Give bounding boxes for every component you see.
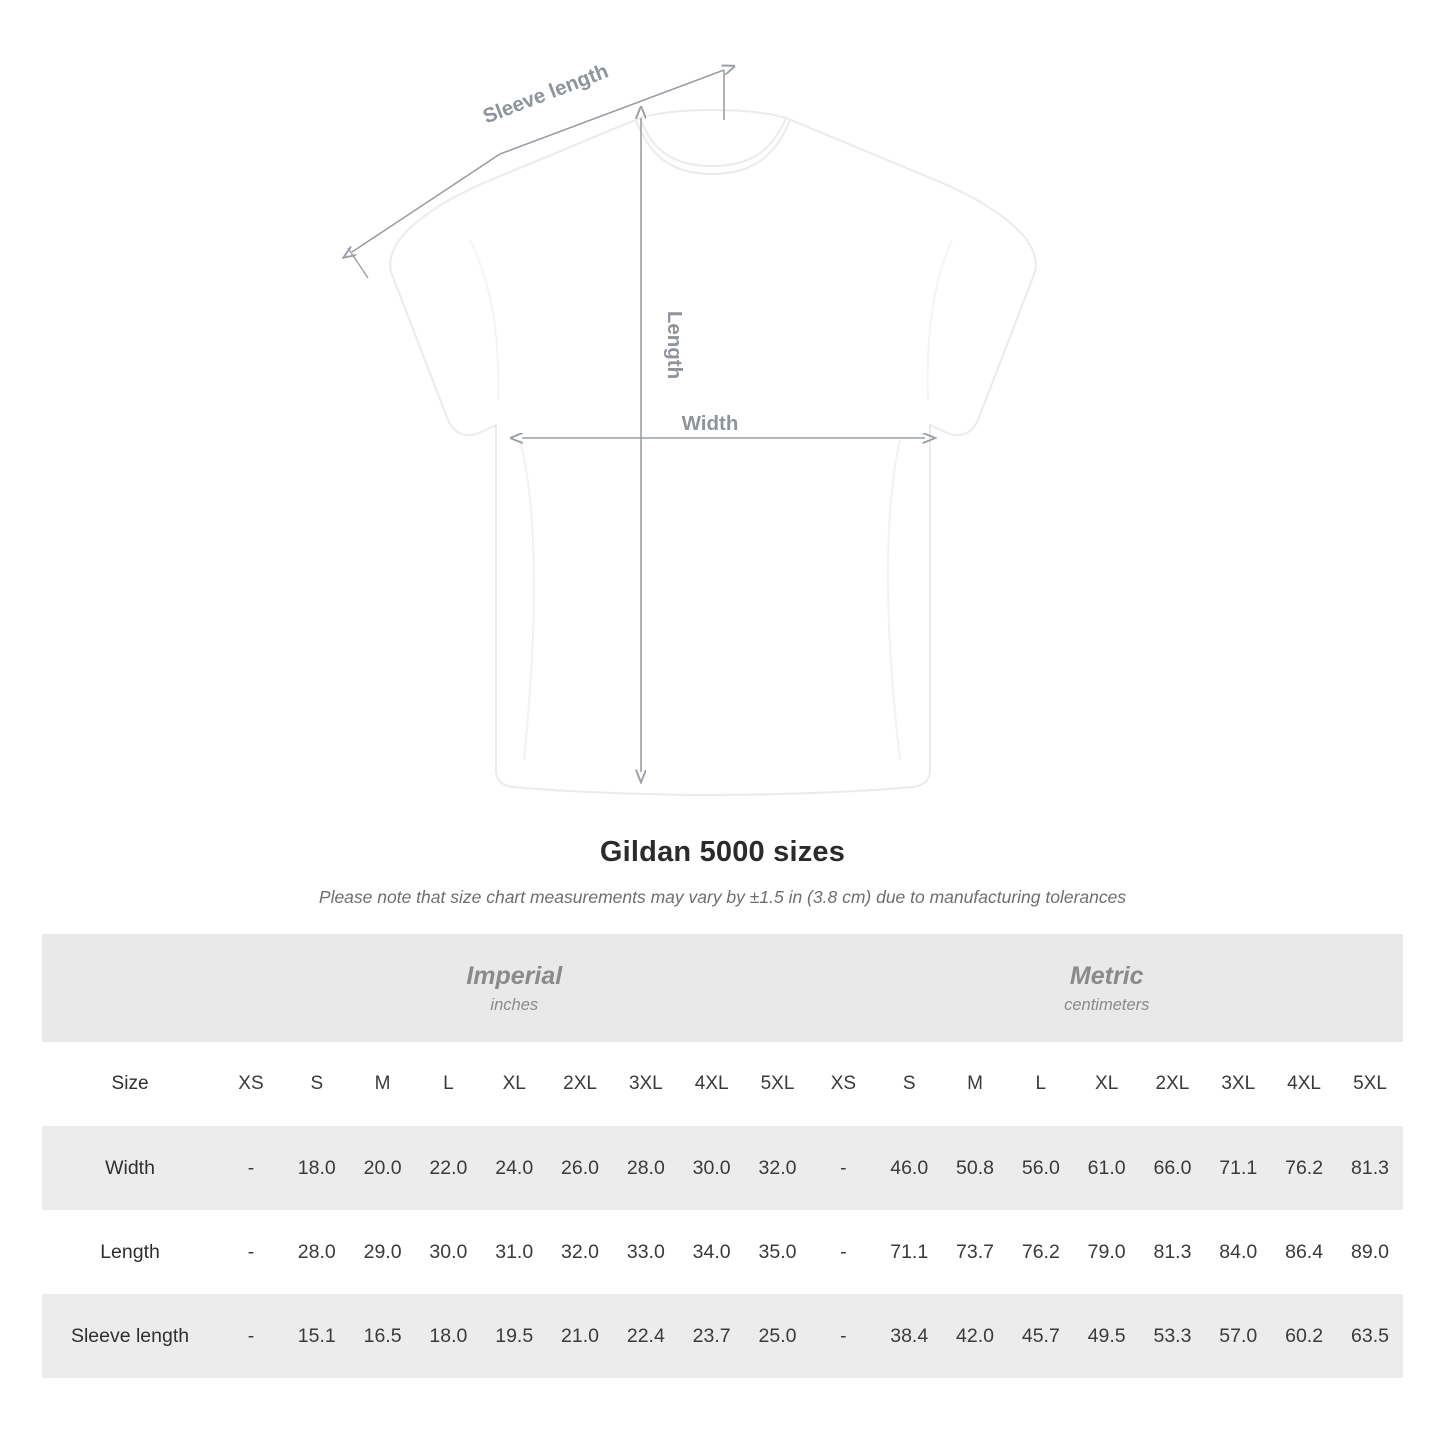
cell-sleeve-metric-2xl: 53.3 [1140, 1294, 1206, 1378]
size-header-row [42, 1042, 1403, 1126]
size-col-metric-2xl: 2XL [1140, 1042, 1206, 1126]
cell-width-metric-m: 50.8 [942, 1126, 1008, 1210]
unit-group-metric-name: Metric [1069, 961, 1144, 990]
cell-sleeve-imperial-xs: - [218, 1294, 284, 1378]
cell-sleeve-metric-s: 38.4 [876, 1294, 942, 1378]
cell-sleeve-imperial-2xl: 21.0 [547, 1294, 613, 1378]
cell-length-imperial-4xl: 34.0 [679, 1210, 745, 1294]
cell-width-imperial-3xl: 28.0 [613, 1126, 679, 1210]
size-col-metric-5xl: 5XL [1337, 1042, 1403, 1126]
cell-width-metric-3xl: 71.1 [1205, 1126, 1271, 1210]
cell-width-imperial-m: 20.0 [350, 1126, 416, 1210]
cell-length-imperial-s: 28.0 [284, 1210, 350, 1294]
cell-length-metric-5xl: 89.0 [1337, 1210, 1403, 1294]
cell-sleeve-metric-l: 45.7 [1008, 1294, 1074, 1378]
cell-width-imperial-2xl: 26.0 [547, 1126, 613, 1210]
cell-width-imperial-5xl: 32.0 [745, 1126, 811, 1210]
size-col-imperial-4xl: 4XL [679, 1042, 745, 1126]
size-col-imperial-s: S [284, 1042, 350, 1126]
size-header-label: Size [42, 1042, 218, 1126]
cell-sleeve-imperial-4xl: 23.7 [679, 1294, 745, 1378]
table-row [42, 1126, 1403, 1210]
size-col-imperial-xl: XL [481, 1042, 547, 1126]
cell-sleeve-imperial-s: 15.1 [284, 1294, 350, 1378]
size-col-imperial-m: M [350, 1042, 416, 1126]
cell-width-imperial-s: 18.0 [284, 1126, 350, 1210]
cell-length-metric-2xl: 81.3 [1140, 1210, 1206, 1294]
cell-sleeve-metric-4xl: 60.2 [1271, 1294, 1337, 1378]
cell-length-imperial-3xl: 33.0 [613, 1210, 679, 1294]
chart-title: Gildan 5000 sizes [599, 836, 846, 868]
cell-length-metric-xs: - [810, 1210, 876, 1294]
unit-group-imperial-sub: inches [490, 996, 539, 1015]
cell-width-metric-s: 46.0 [876, 1126, 942, 1210]
width-label: Width [681, 412, 739, 435]
cell-sleeve-metric-xs: - [810, 1294, 876, 1378]
cell-width-imperial-4xl: 30.0 [679, 1126, 745, 1210]
cell-length-metric-l: 76.2 [1008, 1210, 1074, 1294]
cell-length-imperial-l: 30.0 [416, 1210, 482, 1294]
cell-sleeve-metric-5xl: 63.5 [1337, 1294, 1403, 1378]
cell-width-metric-l: 56.0 [1008, 1126, 1074, 1210]
size-col-imperial-xs: XS [218, 1042, 284, 1126]
table-row [42, 1294, 1403, 1378]
size-col-metric-3xl: 3XL [1205, 1042, 1271, 1126]
chart-note: Please note that size chart measurements may vary by ±1.5 in (3.8 cm) due to manufacturing tolerances [318, 887, 1127, 907]
cell-length-metric-xl: 79.0 [1074, 1210, 1140, 1294]
cell-sleeve-imperial-m: 16.5 [350, 1294, 416, 1378]
size-col-metric-4xl: 4XL [1271, 1042, 1337, 1126]
cell-length-imperial-m: 29.0 [350, 1210, 416, 1294]
size-col-imperial-2xl: 2XL [547, 1042, 613, 1126]
cell-width-metric-4xl: 76.2 [1271, 1126, 1337, 1210]
title-block [0, 836, 1445, 908]
cell-length-metric-4xl: 86.4 [1271, 1210, 1337, 1294]
cell-length-imperial-xl: 31.0 [481, 1210, 547, 1294]
size-col-metric-l: L [1008, 1042, 1074, 1126]
unit-group-imperial-name: Imperial [466, 961, 563, 990]
cell-width-imperial-xs: - [218, 1126, 284, 1210]
cell-sleeve-metric-xl: 49.5 [1074, 1294, 1140, 1378]
cell-length-metric-3xl: 84.0 [1205, 1210, 1271, 1294]
unit-header-spacer [42, 934, 218, 1042]
cell-sleeve-imperial-xl: 19.5 [481, 1294, 547, 1378]
size-col-imperial-l: L [416, 1042, 482, 1126]
size-col-metric-m: M [942, 1042, 1008, 1126]
cell-sleeve-metric-m: 42.0 [942, 1294, 1008, 1378]
row-label-length: Length [42, 1210, 218, 1294]
cell-length-metric-s: 71.1 [876, 1210, 942, 1294]
cell-sleeve-imperial-3xl: 22.4 [613, 1294, 679, 1378]
size-col-metric-xl: XL [1074, 1042, 1140, 1126]
sleeve-length-label: Sleeve length [479, 59, 612, 129]
cell-sleeve-imperial-5xl: 25.0 [745, 1294, 811, 1378]
unit-group-metric-sub: centimeters [1064, 996, 1150, 1015]
size-table-wrap [42, 934, 1403, 1378]
tshirt-shape [390, 110, 1035, 795]
cell-length-imperial-xs: - [218, 1210, 284, 1294]
cell-sleeve-metric-3xl: 57.0 [1205, 1294, 1271, 1378]
size-table [42, 934, 1403, 1378]
cell-width-metric-2xl: 66.0 [1140, 1126, 1206, 1210]
row-label-sleeve-length: Sleeve length [42, 1294, 218, 1378]
unit-header-row [42, 934, 1403, 1042]
cell-width-imperial-l: 22.0 [416, 1126, 482, 1210]
cell-width-metric-5xl: 81.3 [1337, 1126, 1403, 1210]
length-label: Length [663, 310, 686, 380]
cell-width-imperial-xl: 24.0 [481, 1126, 547, 1210]
size-col-imperial-3xl: 3XL [613, 1042, 679, 1126]
cell-length-imperial-5xl: 35.0 [745, 1210, 811, 1294]
cell-length-metric-m: 73.7 [942, 1210, 1008, 1294]
size-col-metric-s: S [876, 1042, 942, 1126]
cell-width-metric-xl: 61.0 [1074, 1126, 1140, 1210]
cell-width-metric-xs: - [810, 1126, 876, 1210]
unit-group-imperial [218, 934, 810, 1042]
size-col-imperial-5xl: 5XL [745, 1042, 811, 1126]
unit-group-metric [810, 934, 1403, 1042]
table-row [42, 1210, 1403, 1294]
row-label-width: Width [42, 1126, 218, 1210]
size-col-metric-xs: XS [810, 1042, 876, 1126]
cell-length-imperial-2xl: 32.0 [547, 1210, 613, 1294]
cell-sleeve-imperial-l: 18.0 [416, 1294, 482, 1378]
